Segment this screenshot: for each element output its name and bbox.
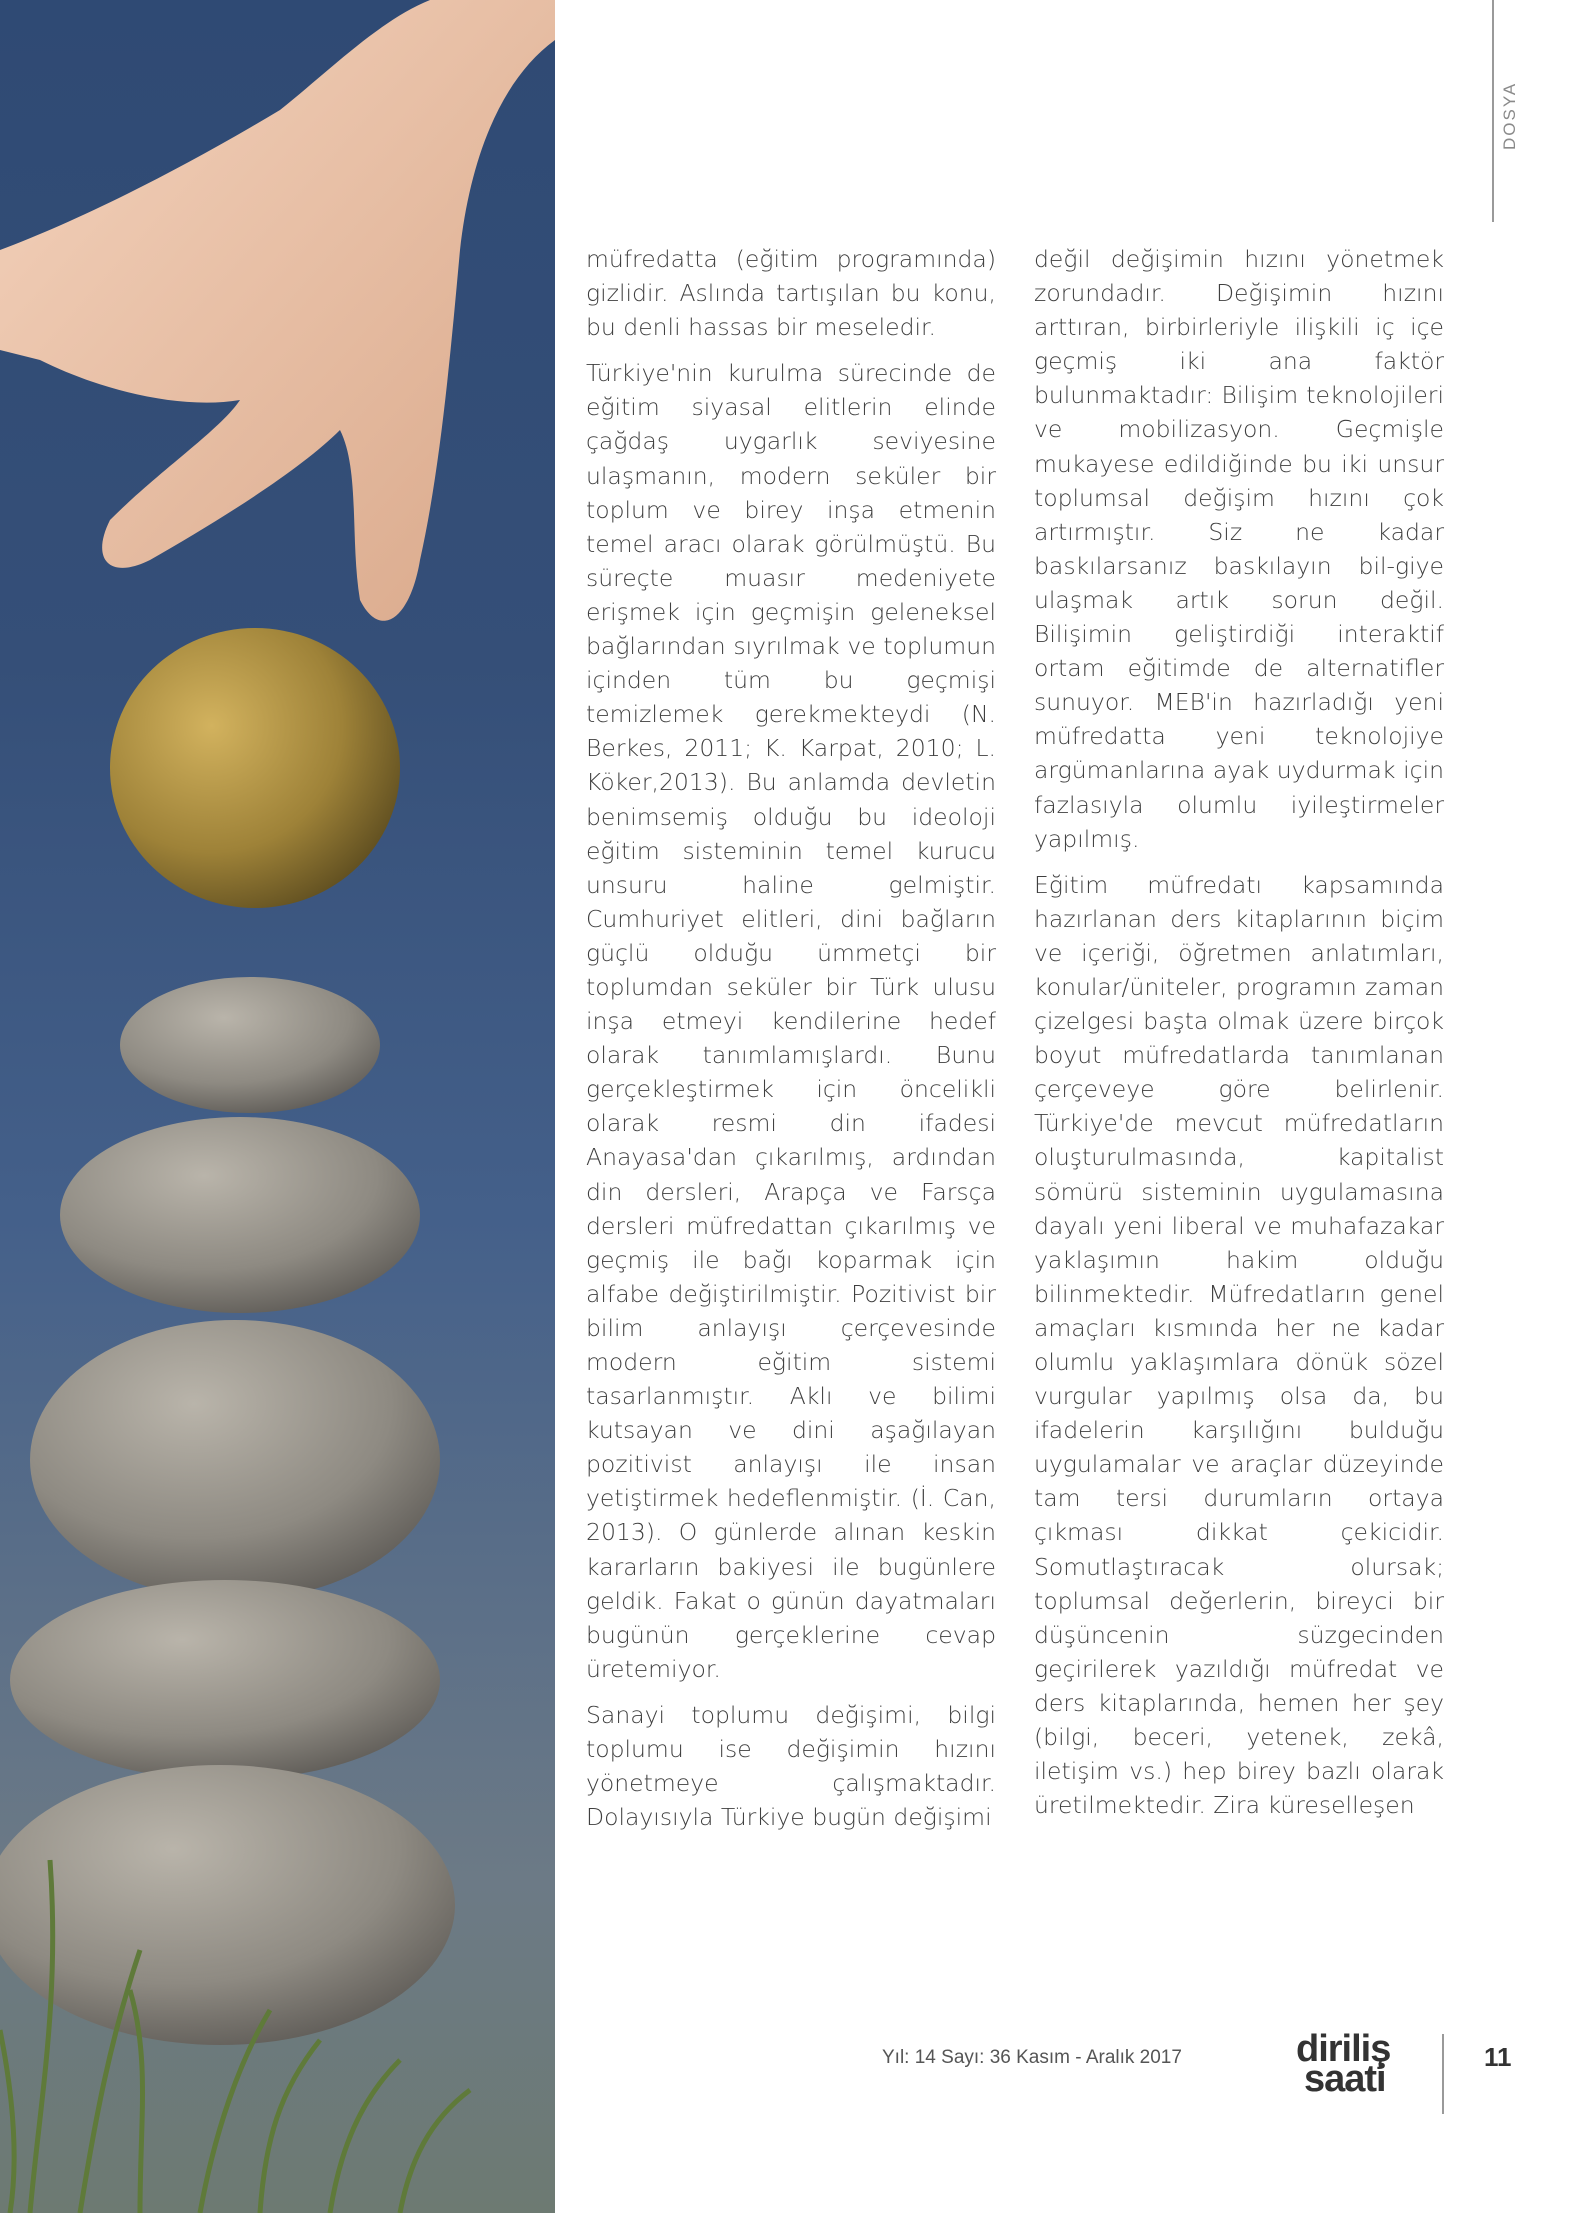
paragraph: Sanayi toplumu değişimi, bilgi toplumu ise değişimin hızını yönetmeye çalışmaktadır. Dolayısıyla Türkiye bugün değişimi — [586, 1700, 996, 1832]
stone-5 — [0, 1765, 455, 2045]
yellow-stone — [110, 628, 400, 908]
stone-4 — [10, 1580, 440, 1780]
stacked-stones-photo — [0, 0, 555, 2213]
stone-2 — [60, 1117, 420, 1313]
article-column-right — [1034, 242, 1444, 1834]
paragraph: değil değişimin hızını yönetmek zorundadır. Değişimin hızını arttıran, birbirleriyle ilişkili iç içe geçmiş iki ana faktör bulunmaktadır: Bilişim teknolojileri ve mobilizasyon. Geçmişle mukayese edildiğinde bu iki unsur toplumsal değişim hızını çok artırmıştır. Siz ne kadar baskılarsanız baskılayın bil-giye ulaşmak artık sorun değil. Bilişimin geliştirdiği interaktif ortam eğitimde de alternatifler sunuyor. MEB'in hazırladığı yeni müfredatta yeni teknolojiye argümanlarına ayak uydurmak için fazlasıyla olumlu iyileştirmeler yapılmış. — [1034, 245, 1444, 853]
page-number: 11 — [1484, 2042, 1512, 2072]
paragraph: Türkiye'nin kurulma sürecinde de eğitim siyasal elitlerin elinde çağdaş uygarlık seviyesine ulaşmanın, modern seküler bir toplum ve birey inşa etmenin temel aracı olarak görülmüştü. Bu süreçte muasır medeniyete erişmek için geçmişin geleneksel bağlarından sıyrılmak ve toplumun içinden tüm bu geçmişi temizlemek gerekmekteydi (N. Berkes, 2011; K. Karpat, 2010; L. Köker,2013). Bu anlamda devletin benimsemiş olduğu bu ideoloji eğitim sisteminin temel kurucu unsuru haline gelmiştir. Cumhuriyet elitleri, dini bağların güçlü olduğu ümmetçi bir toplumdan seküler bir Türk ulusu inşa etmeyi kendilerine hedef olarak tanımlamışlardı. Bunu gerçekleştirmek için öncelikli olarak resmi din ifadesi Anayasa'dan çıkarılmış, ardından din dersleri, Arapça ve Farsça dersleri müfredattan çıkarılmış ve geçmiş ile bağı koparmak için alfabe değiştirilmiştir. Pozitivist bir bilim anlayışı çerçevesinde modern eğitim sistemi tasarlanmıştır. Aklı ve bilimi kutsayan ve dini aşağılayan pozitivist anlayışı ile insan yetiştirmek hedeflenmiştir. (İ. Can, 2013). O günlerde alınan keskin kararların bakiyesi ile bugünlere geldik. Fakat o günün dayatmaları bugünün gerçeklerine cevap üretemiyor. — [586, 359, 996, 1683]
logo-line-2: saati — [1304, 2058, 1386, 2100]
stone-3 — [30, 1320, 440, 1600]
article-column-left — [586, 242, 996, 1846]
section-tab-line — [1492, 0, 1494, 222]
magazine-logo — [1296, 2028, 1406, 2100]
stone-1 — [120, 977, 380, 1113]
paragraph: Eğitim müfredatı kapsamında hazırlanan ders kitaplarının biçim ve içeriği, öğretmen anlatımları, konular/üniteler, programın zaman çizelgesi başta olmak üzere birçok boyut müfredatlarda tanımlanan çerçeveye göre belirlenir. Türkiye'de mevcut müfredatların oluşturulmasında, kapitalist sömürü sisteminin uygulamasına dayalı yeni liberal ve muhafazakar yaklaşımın hakim olduğu bilinmektedir. Müfredatların genel amaçları kısmında her ne kadar olumlu yaklaşımlara dönük sözel vurgular yapılmış olsa da, bu ifadelerin karşılığını bulduğu uygulamalar ve araçlar düzeyinde tam tersi durumların ortaya çıkması dikkat çekicidir. Somutlaştıracak olursak; toplumsal değerlerin, bireyci bir düşüncenin süzgecinden geçirilerek yazıldığı müfredat ve ders kitaplarında, hemen her şey (bilgi, beceri, yetenek, zekâ, iletişim vs.) hep birey bazlı olarak üretilmektedir. Zira küreselleşen — [1034, 870, 1444, 1820]
issue-info: Yıl: 14 Sayı: 36 Kasım - Aralık 2017 — [882, 2047, 1182, 2068]
hand-shape — [0, 0, 555, 621]
section-label: DOSYA — [1500, 81, 1519, 150]
stones-illustration — [0, 0, 555, 2213]
footer-divider — [1442, 2034, 1444, 2114]
paragraph: müfredatta (eğitim programında) gizlidir. Aslında tartışılan bu konu, bu denli hassas bir meseledir. — [586, 245, 996, 342]
logo-line-1: diriliş — [1296, 2028, 1391, 2070]
